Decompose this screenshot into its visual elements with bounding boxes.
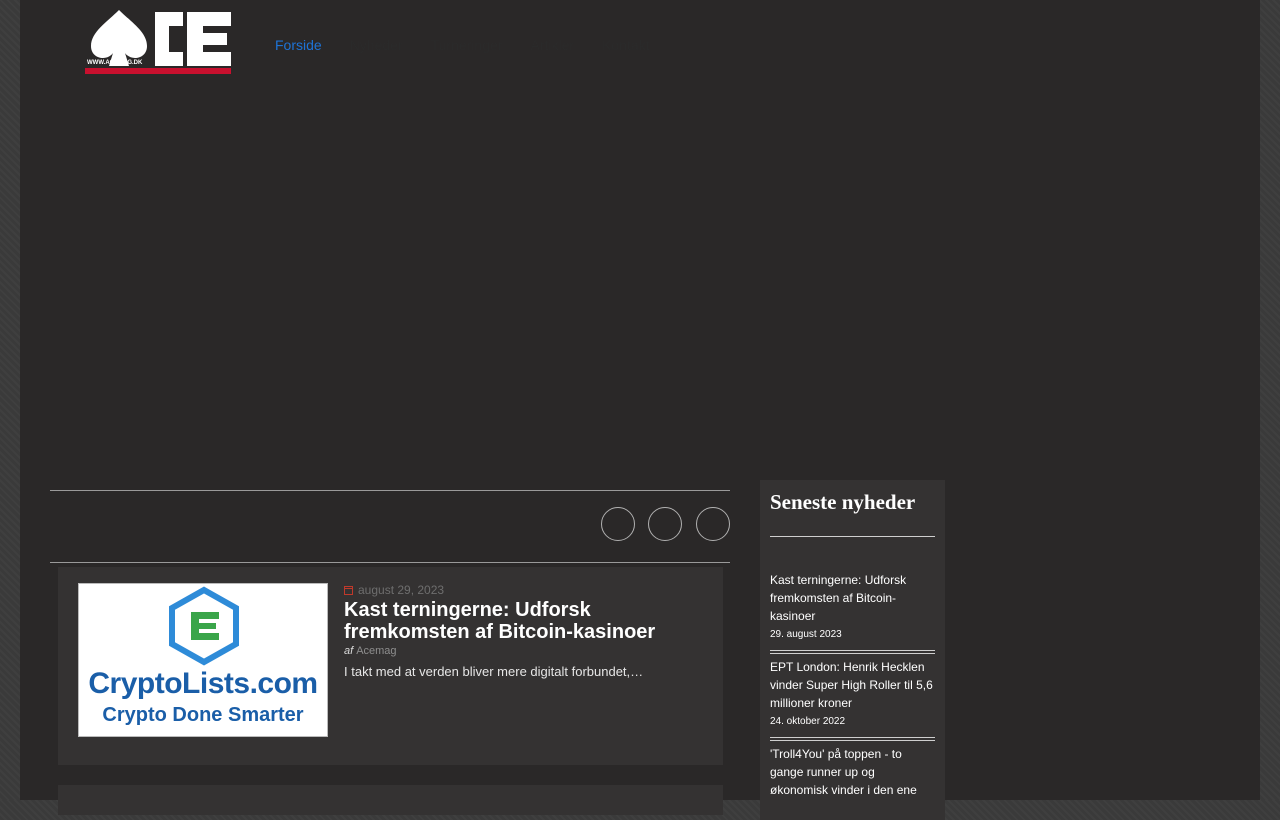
post-card — [58, 785, 723, 815]
sidebar-latest-news — [760, 480, 945, 820]
author-link[interactable]: Acemag — [356, 645, 397, 657]
news-link[interactable]: EPT London: Henrik Hecklen vinder Super High Roller til 5,6 millioner kroner — [770, 660, 933, 710]
post-title[interactable]: Kast terningerne: Udforsk fremkomsten af Bitcoin-kasinoer — [344, 599, 656, 643]
twitter-icon[interactable] — [648, 507, 682, 541]
divider — [770, 650, 935, 654]
svg-text:WWW.ACEMAG.DK: WWW.ACEMAG.DK — [87, 60, 143, 66]
google-plus-icon[interactable] — [696, 507, 730, 541]
sidebar-title-rule — [770, 536, 935, 537]
nav-item-artikler[interactable]: Artikler — [530, 37, 575, 53]
post-thumbnail[interactable] — [78, 583, 328, 737]
author-prefix: af — [344, 645, 354, 657]
sidebar-title: Seneste nyheder — [770, 490, 916, 514]
list-item — [770, 571, 935, 640]
site-logo[interactable] — [85, 8, 233, 76]
nav-item-forside[interactable]: Forside — [275, 37, 322, 53]
news-date: 29. august 2023 — [770, 629, 842, 640]
thumb-brand-text: CryptoLists.com — [88, 667, 318, 700]
post-author — [344, 645, 397, 657]
list-item — [770, 658, 935, 727]
calendar-icon — [344, 586, 353, 595]
nav-item-turneringer[interactable]: Turneringer — [430, 37, 503, 53]
nav-item-kontakt[interactable]: Kontakt — [602, 37, 650, 53]
divider-bottom — [50, 562, 730, 563]
news-date: 24. oktober 2022 — [770, 716, 846, 727]
list-item — [770, 745, 935, 799]
post-date-text: august 29, 2023 — [358, 583, 445, 597]
news-link[interactable]: Kast terningerne: Udforsk fremkomsten af Bitcoin-kasinoer — [770, 573, 907, 623]
nav-item-nyheder[interactable]: Nyheder — [349, 37, 403, 53]
thumb-tagline: Crypto Done Smarter — [102, 704, 304, 726]
divider — [770, 737, 935, 741]
news-link[interactable]: 'Troll4You' på toppen - to gange runner up og økonomisk vinder i den ene — [770, 747, 917, 797]
divider-top — [50, 490, 730, 491]
facebook-icon[interactable] — [601, 507, 635, 541]
post-card — [58, 567, 723, 765]
post-excerpt: I takt med at verden bliver mere digitalt forbundet,… — [344, 664, 644, 679]
page-wrapper — [20, 0, 1260, 800]
main-nav — [275, 37, 678, 53]
post-date — [344, 583, 444, 597]
